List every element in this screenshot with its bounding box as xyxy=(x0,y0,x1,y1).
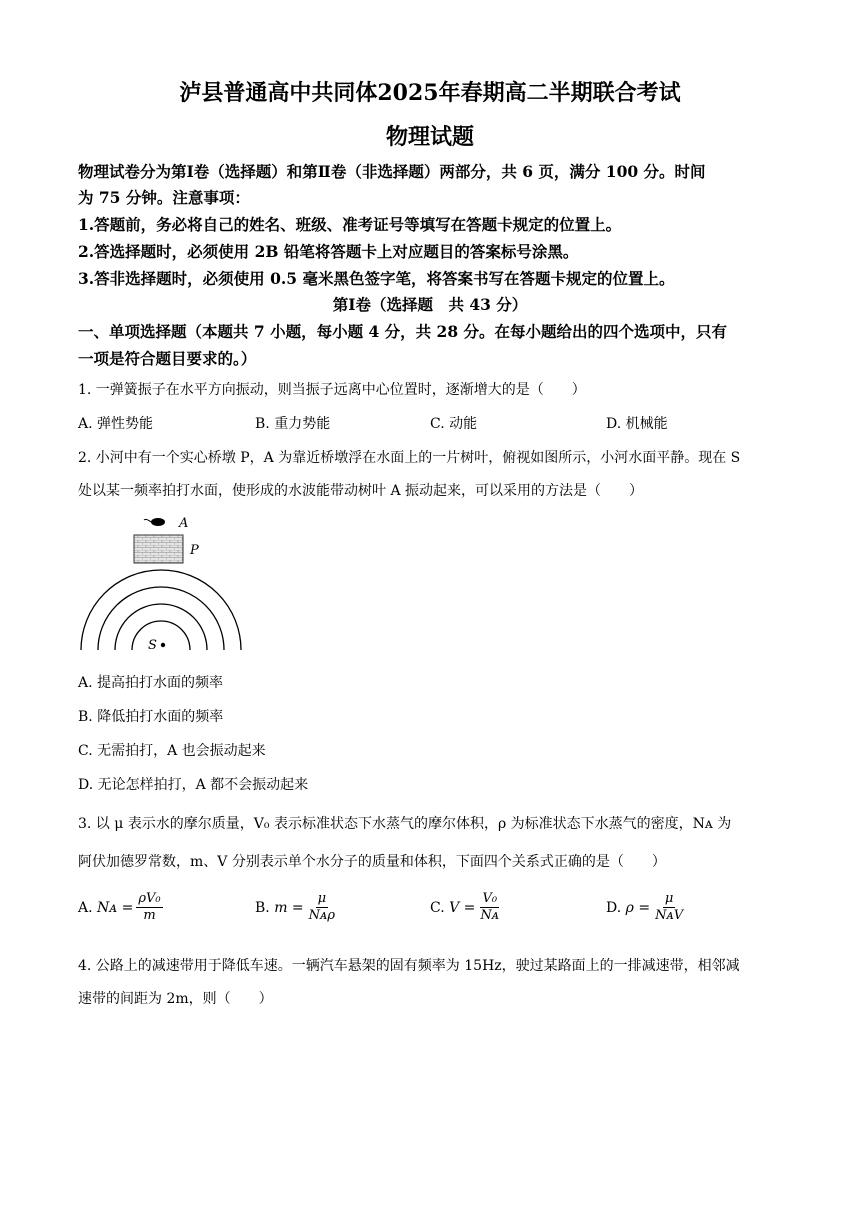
leaf-icon xyxy=(144,518,165,526)
q3-option-b: B. m = $\frac{\mu}{\text{Nᴀρ}}$ xyxy=(255,891,336,923)
q3-option-c: C. V = $\frac{\text{V₀}}{\text{Nᴀ}}$ xyxy=(430,891,500,923)
note-1: 1.答题前，务必将自己的姓名、班级、准考证号等填写在答题卡规定的位置上。 xyxy=(78,215,622,234)
section-title: 第Ⅰ卷（选择题 共 43 分） xyxy=(332,295,528,314)
q2-stem-line-2: 处以某一频率拍打水面，使形成的水波能带动树叶 A 振动起来，可以采用的方法是（ ） xyxy=(78,483,644,499)
intro-line-1: 物理试卷分为第Ⅰ卷（选择题）和第Ⅱ卷（非选择题）两部分，共 6 页，满分 100 分。时间 xyxy=(78,162,706,181)
q2-stem-line-1: 2. 小河中有一个实心桥墩 P，A 为靠近桥墩浮在水面上的一片树叶，俯视如图所示，小河水面平静。现在 S xyxy=(78,450,741,466)
q2-option-d: D. 无论怎样拍打，A 都不会振动起来 xyxy=(78,777,309,793)
q3-stem-line-1: 3. 以 μ 表示水的摩尔质量，V₀ 表示标准状态下水蒸气的摩尔体积，ρ 为标准状态下水蒸气的密度，Nᴀ 为 xyxy=(78,816,732,832)
q1-stem: 1. 一弹簧振子在水平方向振动，则当振子远离中心位置时，逐渐增大的是（ ） xyxy=(78,382,586,398)
pier-block xyxy=(134,535,183,563)
exam-title: 泸县普通高中共同体2025年春期高二半期联合考试 xyxy=(179,80,681,106)
exam-subtitle: 物理试题 xyxy=(385,124,474,150)
q1-option-a: A. 弹性势能 xyxy=(78,416,154,432)
note-2: 2.答选择题时，必须使用 2B 铅笔将答题卡上对应题目的答案标号涂黑。 xyxy=(78,242,579,261)
q4-stem-line-1: 4. 公路上的减速带用于降低车速。一辆汽车悬架的固有频率为 15Hz，驶过某路面上的一排减速带，相邻减 xyxy=(78,958,740,974)
source-point xyxy=(161,643,165,647)
leaf-label: A xyxy=(179,516,189,531)
q1-option-c: C. 动能 xyxy=(430,416,478,432)
q1-option-b: B. 重力势能 xyxy=(255,416,331,432)
part-heading-line-2: 一项是符合题目要求的。） xyxy=(78,349,257,368)
q4-stem-line-2: 速带的间距为 2m，则（ ） xyxy=(78,991,273,1007)
q3-stem-line-2: 阿伏加德罗常数，m、V 分别表示单个水分子的质量和体积，下面四个关系式正确的是（ ） xyxy=(78,854,666,870)
part-heading-line-1: 一、单项选择题（本题共 7 小题，每小题 4 分，共 28 分。在每小题给出的四个选项中，只有 xyxy=(78,322,728,341)
source-label: S xyxy=(148,638,157,653)
intro-line-2: 为 75 分钟。注意事项： xyxy=(78,188,250,207)
q1-option-d: D. 机械能 xyxy=(606,416,668,432)
q2-option-b: B. 降低拍打水面的频率 xyxy=(78,709,224,725)
q2-option-c: C. 无需拍打，A 也会振动起来 xyxy=(78,743,266,759)
q2-option-a: A. 提高拍打水面的频率 xyxy=(78,675,224,691)
wave-rings xyxy=(81,570,241,650)
note-3: 3.答非选择题时，必须使用 0.5 毫米黑色签字笔，将答案书写在答题卡规定的位置上。 xyxy=(78,269,675,288)
q3-option-d: D. ρ = $\frac{\mu}{\text{NᴀV}}$ xyxy=(606,891,684,923)
pier-label: P xyxy=(190,543,199,558)
q3-option-a: A. Nᴀ = $\frac{\text{ρV₀}}{m}$ xyxy=(78,891,161,923)
q2-figure xyxy=(78,510,258,655)
